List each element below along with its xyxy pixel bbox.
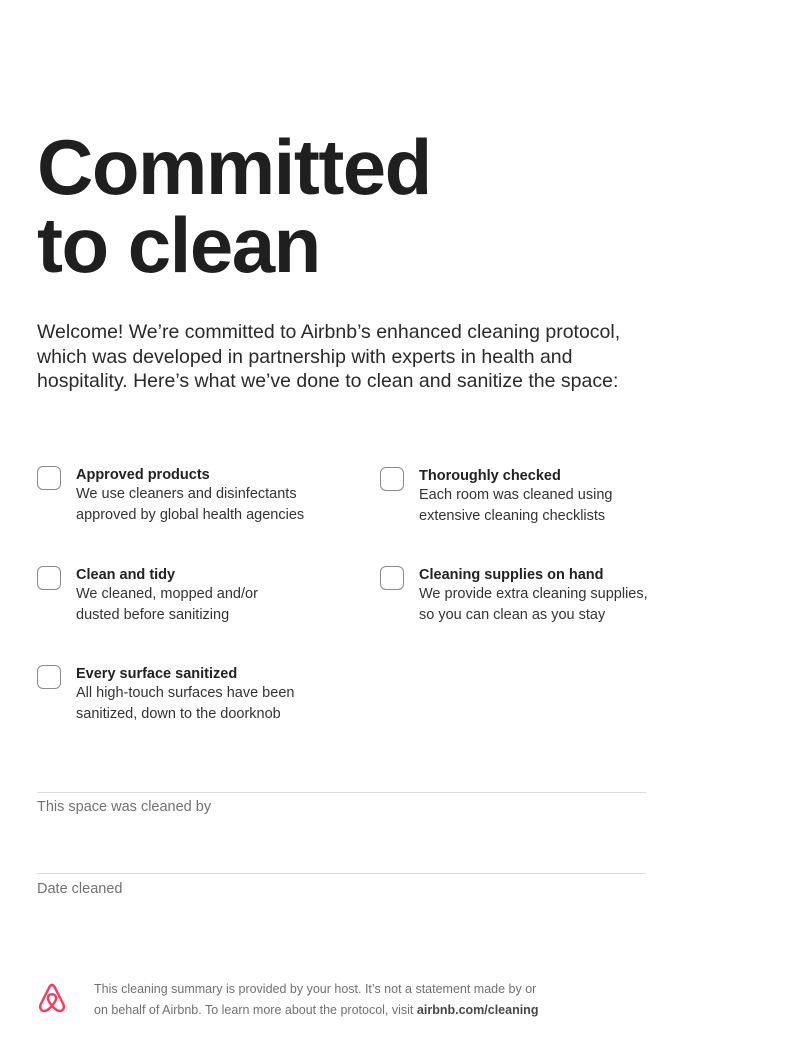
- checklist-item-title: Clean and tidy: [76, 567, 176, 583]
- checkbox[interactable]: [37, 466, 61, 490]
- checkbox[interactable]: [37, 665, 61, 689]
- checklist-item-desc-line-2: dusted before sanitizing: [76, 606, 230, 623]
- footer-disclaimer: [94, 979, 574, 1021]
- checklist-item-text: [419, 467, 689, 526]
- page-title-line-2: to clean: [37, 201, 320, 289]
- footer-line-1: This cleaning summary is provided by your host. It’s not a statement made by or: [94, 982, 537, 996]
- airbnb-logo-icon: [37, 982, 67, 1014]
- checklist-item-title: Every surface sanitized: [76, 666, 238, 682]
- checklist-item-desc-line-2: approved by global health agencies: [76, 506, 305, 523]
- checklist-item-desc-line-1: We cleaned, mopped and/or: [76, 586, 258, 602]
- checkbox[interactable]: [37, 566, 61, 590]
- checklist-item-desc-line-1: We provide extra cleaning supplies,: [419, 586, 648, 602]
- checklist-item-title: Cleaning supplies on hand: [419, 567, 604, 583]
- page-title-line-1: Committed: [37, 123, 431, 211]
- checklist-item-desc-line-2: extensive cleaning checklists: [419, 507, 606, 524]
- checkbox[interactable]: [380, 566, 404, 590]
- checklist-item-title: Approved products: [76, 467, 210, 483]
- intro-paragraph: Welcome! We’re committed to Airbnb’s enhanced cleaning protocol, which was developed in partnership with experts in health and hospitality. Here’s what we’ve done to clean and sanitize the space:: [37, 321, 621, 392]
- checklist-item-text: [76, 466, 346, 525]
- checklist-item-text: [419, 566, 689, 625]
- cleaned-by-label: This space was cleaned by: [37, 799, 212, 815]
- airbnb-cleaning-link[interactable]: airbnb.com/cleaning: [416, 1003, 539, 1017]
- checklist-item-desc-line-1: Each room was cleaned using: [419, 487, 613, 503]
- checklist-item-desc-line-2: so you can clean as you stay: [419, 606, 606, 623]
- checklist-item-title: Thoroughly checked: [419, 468, 561, 484]
- checkbox[interactable]: [380, 467, 404, 491]
- checklist-item-desc-line-2: sanitized, down to the doorknob: [76, 705, 281, 722]
- checklist-item-desc-line-1: All high-touch surfaces have been: [76, 685, 295, 701]
- checklist-item-desc-line-1: We use cleaners and disinfectants: [76, 486, 297, 502]
- page-title: [37, 123, 597, 289]
- date-cleaned-label: Date cleaned: [37, 881, 123, 897]
- checklist-item-text: [76, 566, 346, 625]
- signature-line[interactable]: [37, 792, 646, 793]
- checklist-item-text: [76, 665, 346, 724]
- date-line[interactable]: [37, 873, 646, 874]
- footer-line-2: on behalf of Airbnb. To learn more about the protocol, visit: [94, 1003, 414, 1017]
